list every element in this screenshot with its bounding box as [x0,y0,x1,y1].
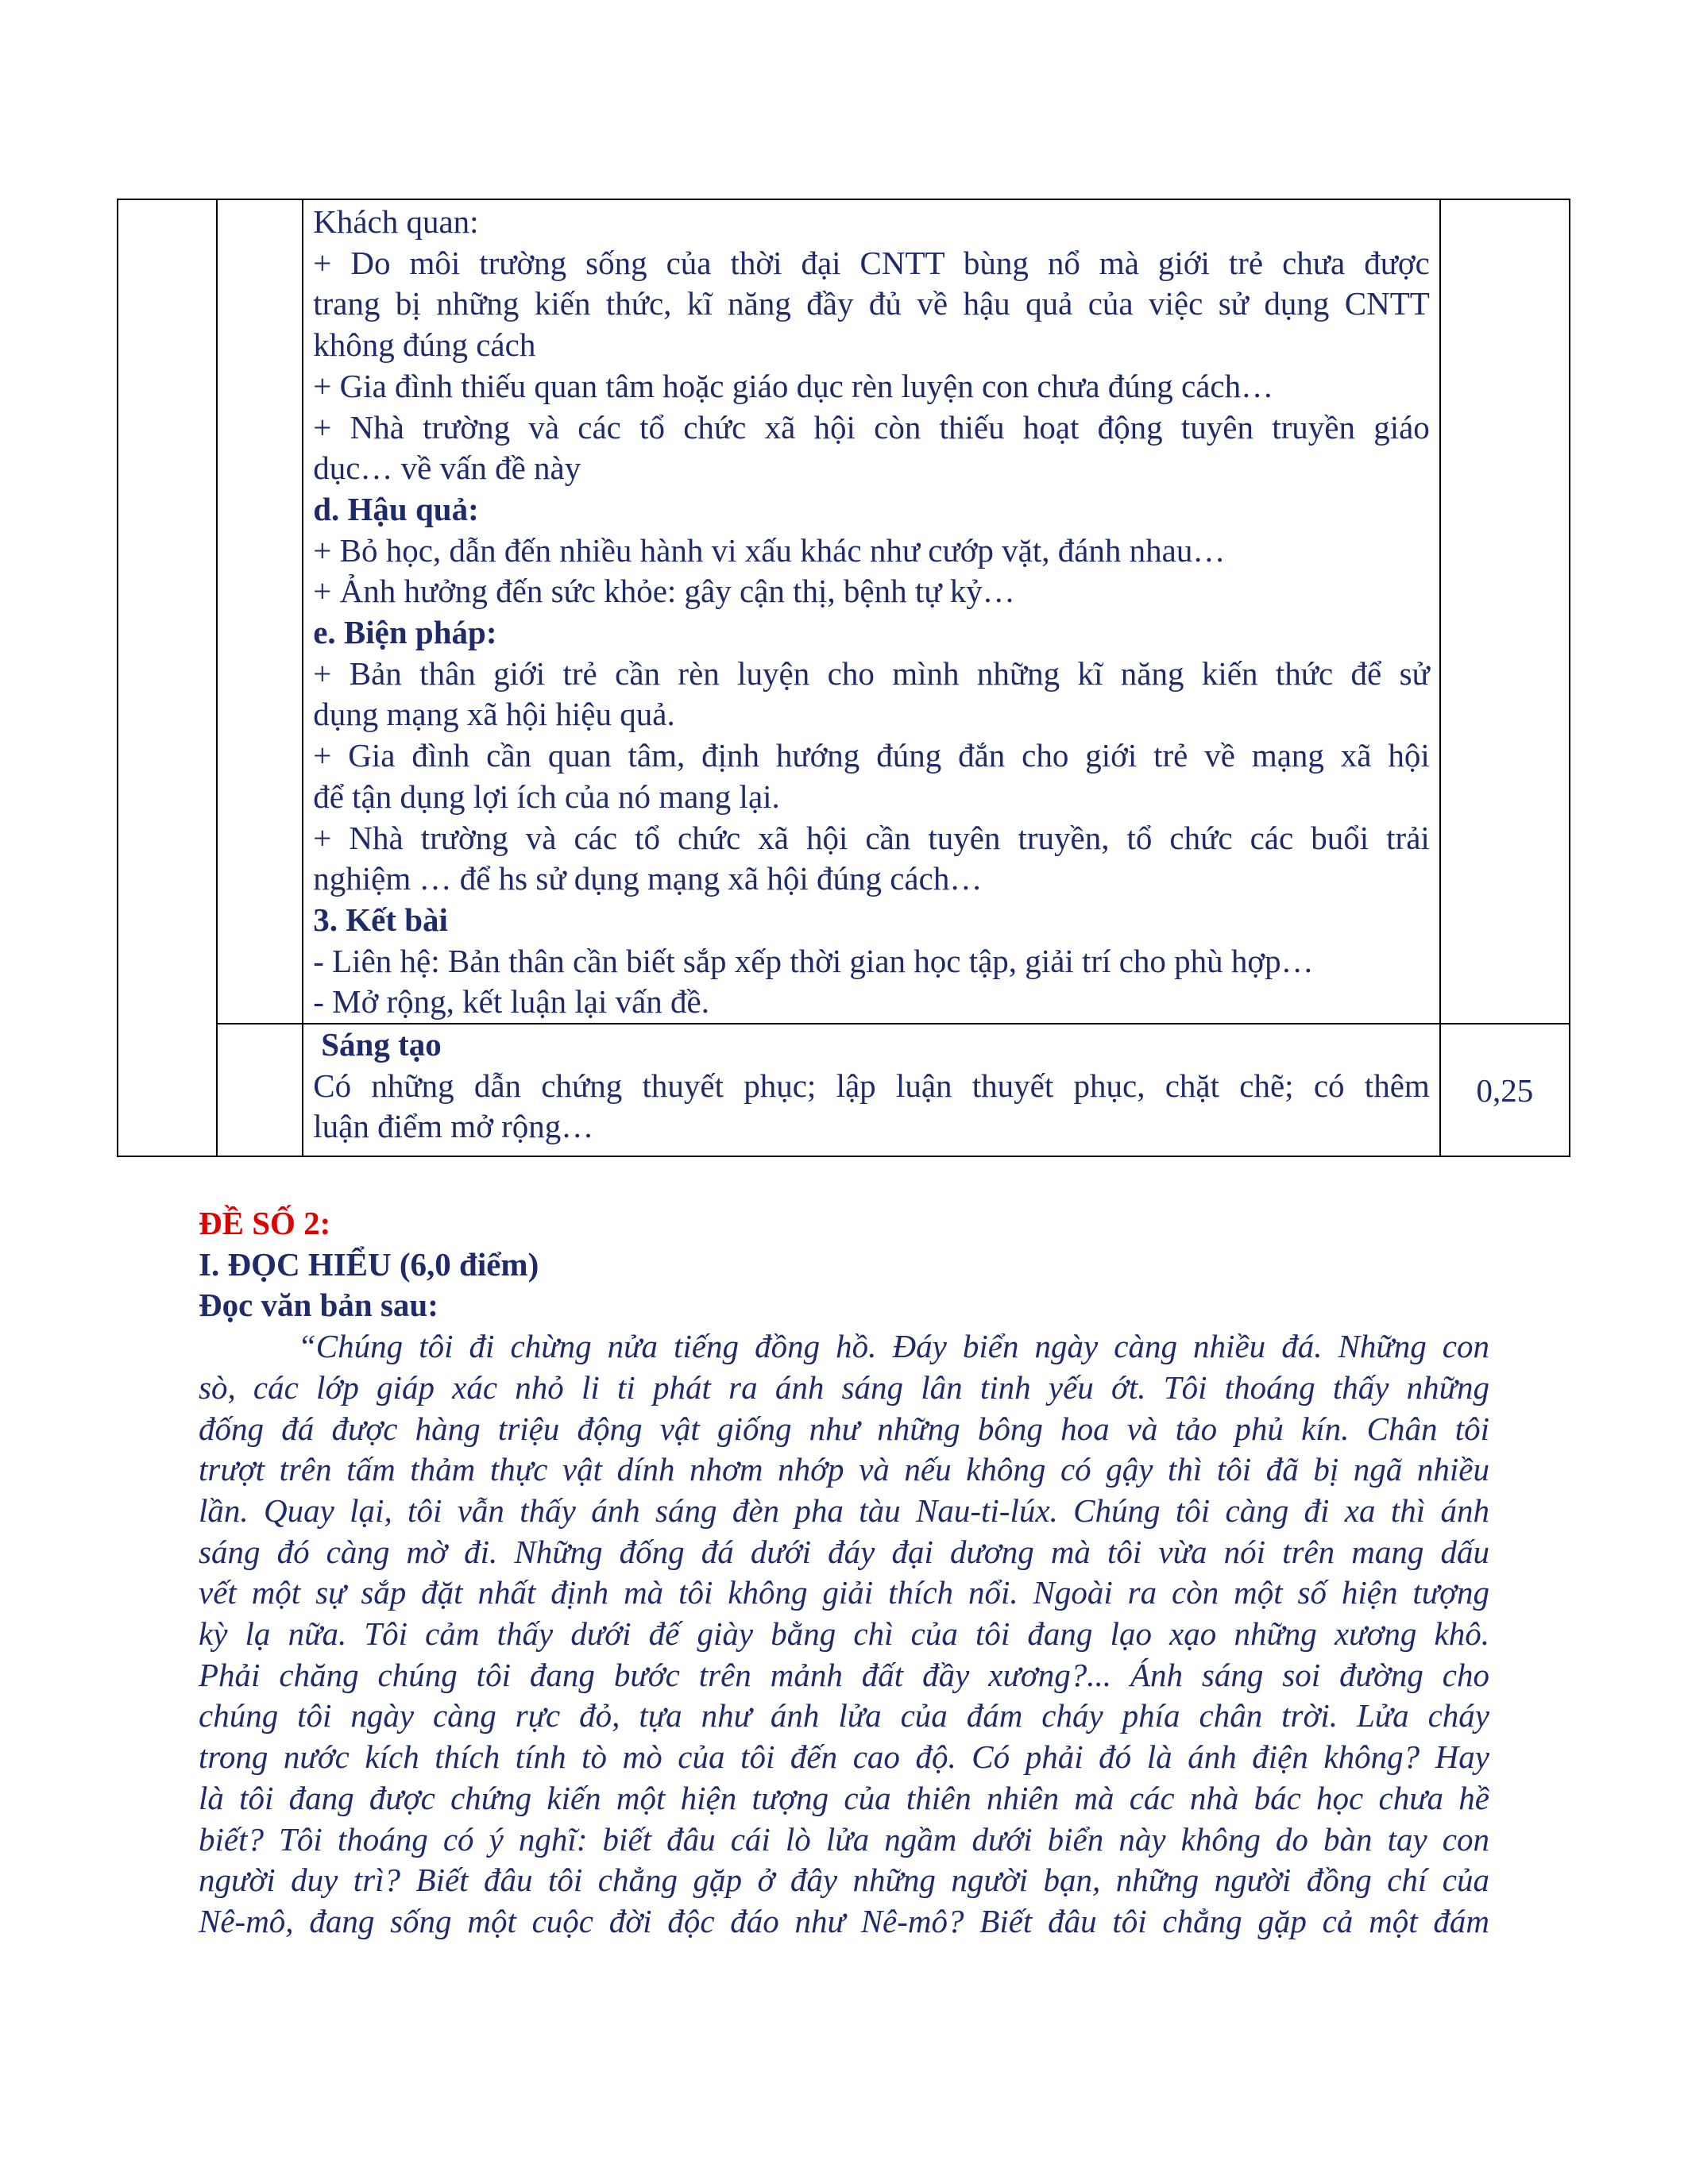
text-line: Khách quan: [313,203,479,240]
passage-line: kỳ lạ nữa. Tôi cảm thấy dưới đế giày bằng chì của tôi đang lạo xạo những xương khô. [199,1615,1489,1653]
table-cell-content [303,1024,1440,1156]
subheading-conclusion: 3. Kết bài [313,901,448,938]
passage-line: sáng đó càng mờ đi. Những đống đá dưới đáy đại dương mà tôi vừa nói trên mang dấu [199,1533,1489,1570]
table-row [118,1024,1570,1156]
passage-line: chúng tôi ngày càng rực đỏ, tựa như ánh lửa của đám cháy phía chân trời. Lửa cháy [199,1697,1489,1734]
passage-line: Phải chăng chúng tôi đang bước trên mảnh đất đầy xương?... Ánh sáng soi đường cho [199,1656,1489,1693]
text-line: Có những dẫn chứng thuyết phục; lập luận thuyết phục, chặt chẽ; có thêm [313,1067,1430,1104]
text-line: luận điểm mở rộng… [313,1108,594,1145]
exam-section [199,1203,1489,1943]
passage-line: sò, các lớp giáp xác nhỏ li ti phát ra ánh sáng lân tinh yếu ớt. Tôi thoáng thấy những [199,1368,1489,1406]
table-cell-part [217,1024,303,1156]
table-row [118,199,1570,1024]
text-line: + Gia đình thiếu quan tâm hoặc giáo dục rèn luyện con chưa đúng cách… [313,367,1274,404]
passage-line: “Chúng tôi đi chừng nửa tiếng đồng hồ. Đáy biển ngày càng nhiều đá. Những con [298,1328,1489,1365]
criterion-heading: Sáng tạo [321,1026,442,1063]
table-cell-content [303,199,1440,1024]
passage-line: biết? Tôi thoáng có ý nghĩ: biết đâu cái lò lửa ngầm dưới biển này không do bàn tay con [199,1820,1489,1858]
table-cell-score [1440,199,1570,1024]
text-line: không đúng cách [313,326,536,364]
text-line: dụng mạng xã hội hiệu quả. [313,696,675,733]
text-line: + Bản thân giới trẻ cần rèn luyện cho mình những kĩ năng kiến thức để sử [313,654,1430,692]
passage-line: trượt trên tấm thảm thực vật dính nhơm nhớp và nếu không có gậy thì tôi đã bị ngã nhiều [199,1451,1489,1488]
passage-line: lần. Quay lại, tôi vẫn thấy ánh sáng đèn pha tàu Nau-ti-lúx. Chúng tôi càng đi xa thì ánh [199,1491,1489,1529]
subheading-solutions: e. Biện pháp: [313,614,497,651]
text-line: dục… về vấn đề này [313,450,581,487]
text-line: - Liên hệ: Bản thân cần biết sắp xếp thời gian học tập, giải trí cho phù hợp… [313,942,1314,979]
passage-line: người duy trì? Biết đâu tôi chẳng gặp ở đây những người bạn, những người đồng chí của [199,1862,1489,1899]
score-value: 0,25 [1440,1024,1570,1156]
text-line: trang bị những kiến thức, kĩ năng đầy đủ về hậu quả của việc sử dụng CNTT [313,285,1430,322]
rubric-table [117,199,1570,1157]
table-cell-part [217,199,303,1024]
instruction: Đọc văn bản sau: [199,1287,438,1324]
exam-title: ĐỀ SỐ 2: [199,1205,331,1241]
passage-line: đống đá được hàng triệu động vật giống như những bông hoa và tảo phủ kín. Chân tôi [199,1410,1489,1447]
part-title: I. ĐỌC HIỂU (6,0 điểm) [199,1245,539,1283]
passage-line: vết một sự sắp đặt nhất định mà tôi không giải thích nổi. Ngoài ra còn một số hiện tượng [199,1574,1489,1611]
text-line: + Bỏ học, dẫn đến nhiều hành vi xấu khác như cướp vặt, đánh nhau… [313,531,1226,569]
text-line: + Gia đình cần quan tâm, định hướng đúng đắn cho giới trẻ về mạng xã hội [313,737,1430,774]
passage-line: là tôi đang được chứng kiến một hiện tượng của thiên nhiên mà các nhà bác học chưa hề [199,1779,1489,1816]
subheading-consequences: d. Hậu quả: [313,490,479,527]
text-line: để tận dụng lợi ích của nó mang lại. [313,778,780,815]
passage-line: Nê-mô, đang sống một cuộc đời độc đáo như Nê-mô? Biết đâu tôi chẳng gặp cả một đám [199,1902,1489,1939]
text-line: + Ảnh hưởng đến sức khỏe: gây cận thị, bệnh tự kỷ… [313,573,1015,610]
text-line: + Nhà trường và các tổ chức xã hội còn thiếu hoạt động tuyên truyền giáo [313,408,1430,446]
text-line: + Do môi trường sống của thời đại CNTT bùng nổ mà giới trẻ chưa được [313,244,1430,281]
passage-line: trong nước kích thích tính tò mò của tôi đến cao độ. Có phải đó là ánh điện không? Hay [199,1738,1489,1776]
table-cell-index [118,199,217,1156]
reading-passage [199,1326,1489,1943]
text-line: nghiệm … để hs sử dụng mạng xã hội đúng cách… [313,860,983,897]
text-line: + Nhà trường và các tổ chức xã hội cần tuyên truyền, tổ chức các buổi trải [313,819,1430,856]
text-line: - Mở rộng, kết luận lại vấn đề. [313,983,709,1021]
